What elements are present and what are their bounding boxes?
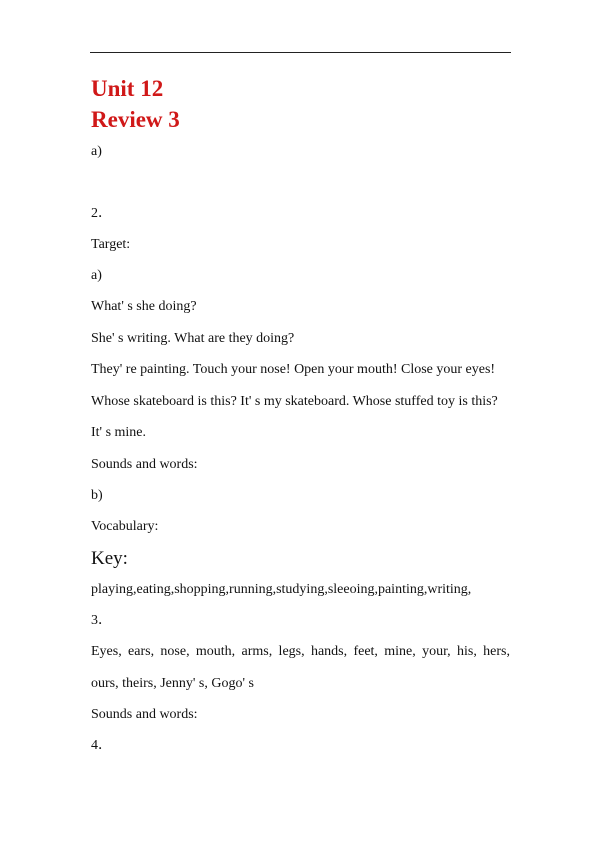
key-label: Key: bbox=[91, 548, 128, 569]
target-line-1: What' s she doing? bbox=[91, 299, 197, 314]
label-b: b) bbox=[91, 488, 103, 503]
sounds-and-words-label-1: Sounds and words: bbox=[91, 457, 198, 472]
sounds-and-words-label-2: Sounds and words: bbox=[91, 707, 198, 722]
vocabulary-label: Vocabulary: bbox=[91, 519, 159, 534]
review-title: Review 3 bbox=[91, 107, 180, 132]
header-rule bbox=[90, 52, 511, 53]
key-answers-line: playing,eating,shopping,running,studying,sleeoing,painting,writing, bbox=[91, 582, 472, 597]
vocabulary-words-line-1: Eyes, ears, nose, mouth, arms, legs, hands, feet, mine, your, his, hers, bbox=[91, 644, 510, 659]
target-line-3: They' re painting. Touch your nose! Open your mouth! Close your eyes! bbox=[91, 362, 496, 377]
target-line-5: It' s mine. bbox=[91, 425, 147, 440]
target-label: Target: bbox=[91, 237, 131, 252]
unit-title: Unit 12 bbox=[91, 76, 164, 101]
section-number-4: 4． bbox=[91, 738, 112, 753]
section-number-2: 2． bbox=[91, 206, 112, 221]
target-line-4: Whose skateboard is this? It' s my skateboard. Whose stuffed toy is this? bbox=[91, 394, 498, 409]
target-line-2: She' s writing. What are they doing? bbox=[91, 331, 295, 346]
section-number-3: 3． bbox=[91, 613, 112, 628]
vocabulary-words-line-2: ours, theirs, Jenny' s, Gogo' s bbox=[91, 676, 254, 691]
label-a-1: a) bbox=[91, 144, 102, 159]
label-a-2: a) bbox=[91, 268, 102, 283]
